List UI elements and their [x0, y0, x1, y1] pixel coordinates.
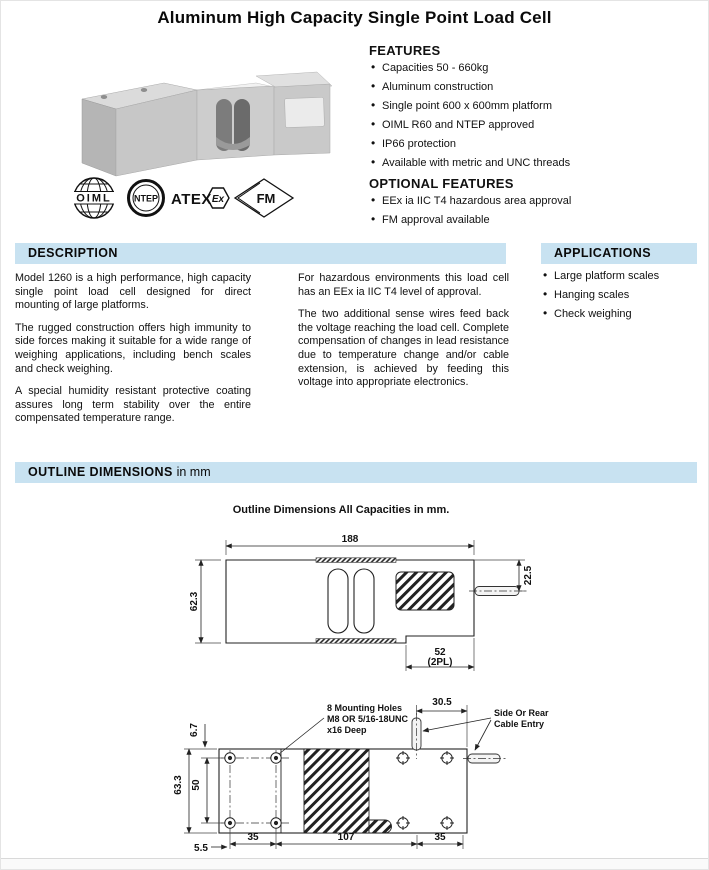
dim-hole-col-left: 35 [247, 832, 259, 843]
description-section-header: DESCRIPTION [15, 243, 506, 264]
note-mounting-holes-line3: x16 Deep [327, 725, 367, 735]
list-item: • OIML R60 and NTEP approved [369, 119, 704, 131]
bottom-serration [316, 639, 396, 644]
paragraph: The two additional sense wires feed back the voltage reaching the load cell. Complete compensation of changes in lead resistance due to temperature change and/or cable extension, is achieved by feeding this voltage into appropriate electronics. [298, 308, 509, 389]
list-item: • EEx ia IIC T4 hazardous area approval [369, 195, 704, 207]
oiml-logo-text: OIML [76, 192, 112, 205]
dim-overall-length: 188 [341, 534, 359, 545]
product-photo-load-cell [64, 59, 334, 179]
drawing-caption: Outline Dimensions All Capacities in mm. [232, 504, 450, 516]
features-heading: FEATURES [369, 43, 441, 58]
list-item: • Hanging scales [541, 289, 701, 301]
mounting-holes-right [396, 751, 454, 830]
cable-side-view [475, 587, 519, 596]
fm-logo-text: FM [256, 191, 276, 206]
label-area-hatched [396, 572, 454, 610]
paragraph: A special humidity resistant protective coating assures long term stability over the entire compensated temperature range. [15, 385, 251, 425]
ntep-logo-text: NTEP [133, 193, 159, 204]
note-mounting-holes-line1: 8 Mounting Holes [327, 703, 402, 713]
certification-logos [71, 176, 303, 222]
list-item: • FM approval available [369, 214, 704, 226]
paragraph: Model 1260 is a high performance, high capacity single point load cell designed for direct mounting of large platforms. [15, 272, 251, 312]
paragraph: For hazardous environments this load cell has an EEx ia IIC T4 level of approval. [298, 272, 509, 298]
optional-features-heading: OPTIONAL FEATURES [369, 176, 514, 191]
top-serration [316, 558, 396, 563]
note-cable-entry-line1: Side Or Rear [494, 708, 549, 718]
description-column-1 [15, 272, 251, 435]
list-item: • Available with metric and UNC threads [369, 157, 704, 169]
note-mounting-holes-line2: M8 OR 5/16-18UNC [327, 714, 409, 724]
dim-foot-note: (2PL) [427, 657, 453, 668]
page-bottom-edge [1, 858, 708, 869]
fm-logo [235, 179, 293, 217]
dim-hole-top-offset: 6.7 [189, 723, 200, 737]
features-list [369, 62, 704, 169]
dim-plan-width: 63.3 [173, 775, 184, 795]
list-item: • IP66 protection [369, 138, 704, 150]
list-item: • Capacities 50 - 660kg [369, 62, 704, 74]
mounting-holes-left [225, 753, 281, 828]
oiml-logo [73, 178, 115, 218]
dim-hole-col-right: 35 [434, 832, 446, 843]
list-item: • Single point 600 x 600mm platform [369, 100, 704, 112]
plan-hatched-tab [369, 820, 392, 833]
list-item: • Aluminum construction [369, 81, 704, 93]
list-item: • Large platform scales [541, 270, 701, 282]
outline-dimensions-section-header: OUTLINE DIMENSIONS in mm [15, 462, 697, 483]
dim-side-height: 62.3 [189, 591, 200, 612]
plan-hatched-zone [304, 749, 369, 833]
dim-foot-length: 52 [434, 647, 446, 658]
flexure-slot-right [354, 569, 374, 633]
page-title: Aluminum High Capacity Single Point Load Cell [157, 8, 552, 27]
ntep-logo [129, 181, 164, 216]
plan-view [173, 697, 549, 854]
dim-hole-row-spacing: 50 [191, 779, 202, 791]
product-label-patch [285, 97, 325, 127]
list-item: • Check weighing [541, 308, 701, 320]
side-view [189, 534, 534, 671]
optional-features-list [369, 195, 704, 226]
features-section [369, 43, 704, 233]
atex-ex-text: Ex [211, 194, 225, 205]
dim-rear-entry-offset: 30.5 [432, 697, 452, 708]
dim-cable-offset: 22.5 [523, 565, 534, 586]
applications-list [541, 270, 701, 327]
flexure-slot-left [328, 569, 348, 633]
note-cable-entry-line2: Cable Entry [494, 719, 545, 729]
description-column-2 [298, 272, 509, 399]
atex-logo-text: ATEX [171, 191, 212, 208]
dim-edge-offset: 5.5 [194, 843, 208, 854]
outline-dimensions-drawing [141, 519, 701, 859]
applications-section-header: APPLICATIONS [541, 243, 697, 264]
dim-center-span: 107 [337, 832, 355, 843]
paragraph: The rugged construction offers high immunity to side forces making it suitable for a wide range of weighing applications, including bench scales and check weighing. [15, 321, 251, 375]
